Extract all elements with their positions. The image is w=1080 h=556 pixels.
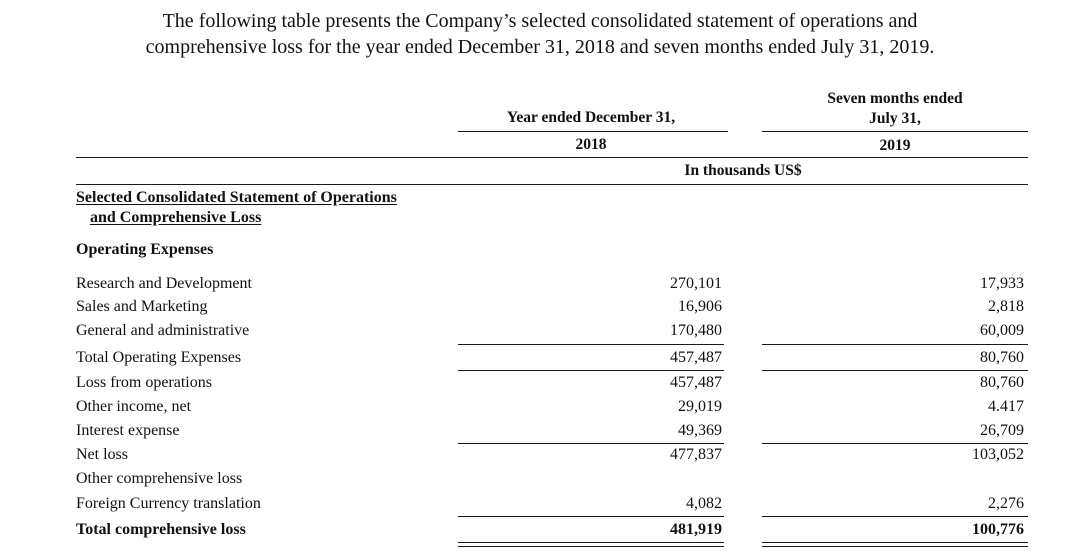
value-2019: 4.417	[988, 398, 1024, 415]
subtotal-rule-2018	[458, 344, 724, 345]
row-label: Other income, net	[76, 398, 192, 415]
col1-header: Year ended December 31,	[506, 109, 676, 126]
col2-header-line2: July 31,	[869, 110, 921, 127]
value-2019: 103,052	[972, 446, 1024, 463]
value-2018: 481,919	[670, 521, 722, 538]
net-loss-rule-2018	[458, 443, 724, 444]
value-2018: 457,487	[670, 349, 722, 366]
table-row	[0, 322, 1080, 346]
value-2018: 170,480	[670, 322, 722, 339]
subtotal-rule-2019	[762, 344, 1028, 345]
value-2019: 26,709	[980, 422, 1024, 439]
value-2018: 49,369	[678, 422, 722, 439]
value-2018: 457,487	[670, 374, 722, 391]
row-label: Other comprehensive loss	[76, 470, 243, 487]
double-rule-bottom-2018	[458, 546, 724, 547]
value-2019: 60,009	[980, 322, 1024, 339]
col2-header-line1: Seven months ended	[827, 90, 963, 107]
table-row	[0, 470, 1080, 494]
row-label: Foreign Currency translation	[76, 495, 261, 512]
value-2019: 2,818	[988, 298, 1024, 315]
double-rule-bottom-2019	[762, 546, 1028, 547]
year-rule	[76, 157, 1028, 158]
table-row	[0, 275, 1080, 299]
value-2019: 100,776	[972, 521, 1024, 538]
row-label: Research and Development	[76, 275, 252, 292]
double-rule-top-2019	[762, 542, 1028, 543]
value-2018: 29,019	[678, 398, 722, 415]
value-2018: 477,837	[670, 446, 722, 463]
section-title-line1: Selected Consolidated Statement of Operations	[76, 189, 397, 206]
row-label: Sales and Marketing	[76, 298, 208, 315]
unit-rule	[76, 184, 1028, 185]
col2-year: 2019	[879, 137, 911, 154]
total-rule-2018	[458, 370, 724, 371]
table-row	[0, 446, 1080, 470]
row-label: Total Operating Expenses	[76, 349, 242, 366]
section-title	[76, 188, 397, 228]
value-2019: 80,760	[980, 349, 1024, 366]
section-title-line2: and Comprehensive Loss	[90, 209, 262, 226]
operating-expenses-heading: Operating Expenses	[76, 241, 214, 258]
comprehensive-rule-2018	[458, 516, 724, 517]
col2-header-rule	[762, 131, 1028, 132]
table-row	[0, 398, 1080, 422]
value-2018: 16,906	[678, 298, 722, 315]
col1-header-rule	[458, 131, 728, 132]
col1-year: 2018	[575, 136, 607, 153]
table-row	[0, 298, 1080, 322]
value-2019: 2,276	[988, 495, 1024, 512]
row-label: Total comprehensive loss	[76, 521, 246, 538]
net-loss-rule-2019	[762, 443, 1028, 444]
intro-paragraph	[0, 8, 1080, 60]
row-label: General and administrative	[76, 322, 250, 339]
intro-line-1: The following table presents the Company’s selected consolidated statement of operations and	[162, 10, 918, 32]
comprehensive-rule-2019	[762, 516, 1028, 517]
value-2018: 4,082	[686, 495, 722, 512]
double-rule-top-2018	[458, 542, 724, 543]
row-label: Net loss	[76, 446, 128, 463]
table-row	[0, 374, 1080, 398]
row-label: Interest expense	[76, 422, 180, 439]
row-label: Loss from operations	[76, 374, 212, 391]
value-2019: 17,933	[980, 275, 1024, 292]
total-rule-2019	[762, 370, 1028, 371]
value-2019: 80,760	[980, 374, 1024, 391]
value-2018: 270,101	[670, 275, 722, 292]
unit-label: In thousands US$	[684, 162, 802, 179]
intro-line-2: comprehensive loss for the year ended December 31, 2018 and seven months ended July 31, 2019.	[145, 36, 935, 58]
